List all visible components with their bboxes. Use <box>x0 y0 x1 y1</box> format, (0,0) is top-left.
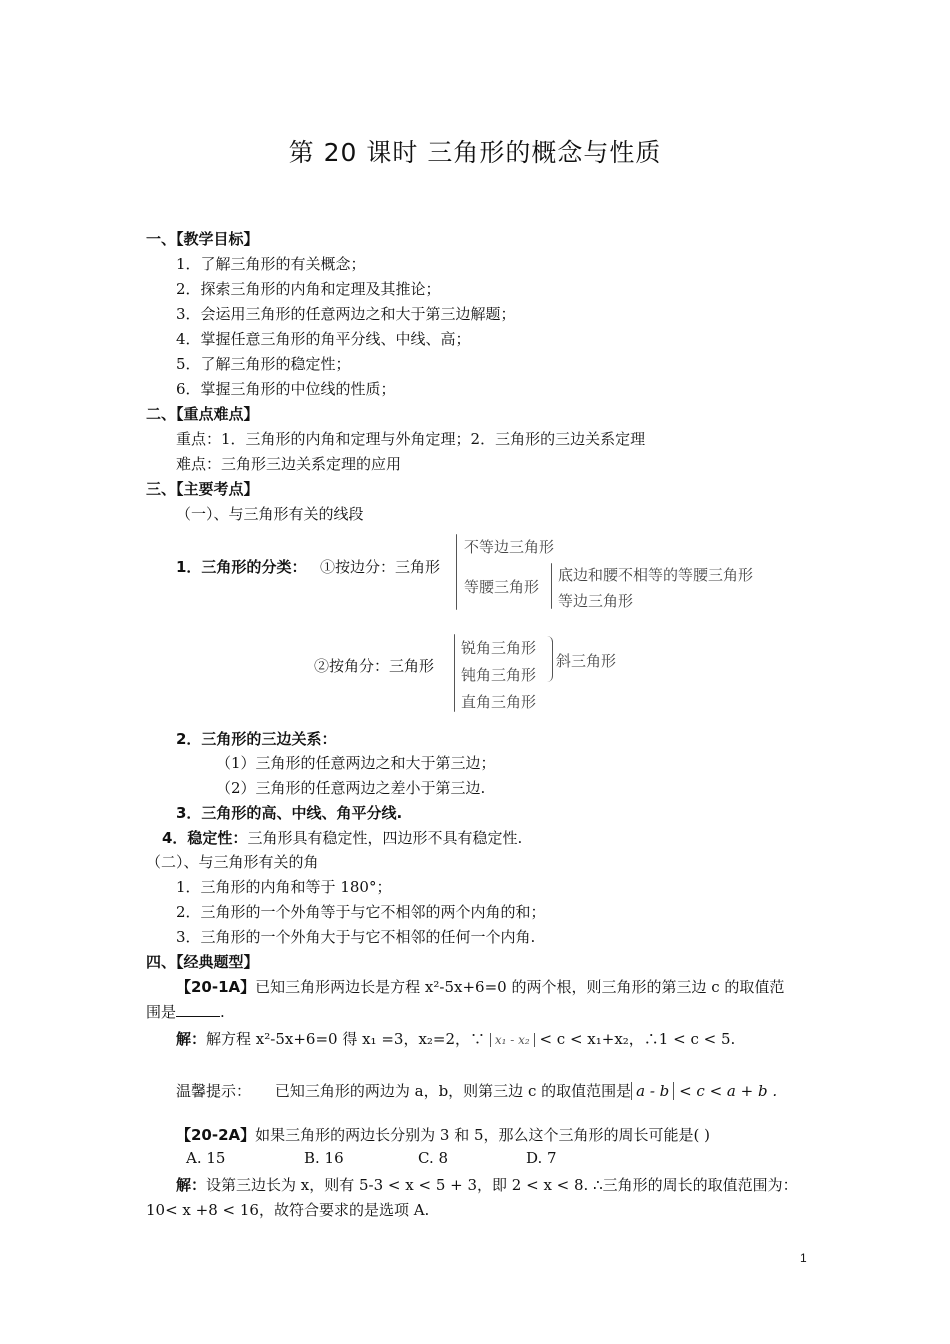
subsection-heading-angles: （二）、与三角形有关的角 <box>146 853 319 871</box>
question-2-text: 如果三角形的两边长分别为 3 和 5，那么这个三角形的周长可能是( ) <box>255 1126 711 1144</box>
section-heading-exam-points: 三、【主要考点】 <box>146 480 259 498</box>
tip-line <box>176 1080 777 1101</box>
right-triangle-text: 直角三角形 <box>461 693 537 711</box>
section-heading-goals: 一、【教学目标】 <box>146 230 259 248</box>
stability-text: 三角形具有稳定性，四边形不具有稳定性. <box>247 829 523 847</box>
question-1-end: . <box>220 1003 225 1021</box>
brace-isosceles <box>551 563 552 609</box>
segments-heading: 3．三角形的高、中线、角平分线. <box>176 804 403 822</box>
abs-expression: x₁ - x₂ <box>490 1033 535 1047</box>
classify-by-angle-label: ②按角分：三角形 <box>314 657 435 675</box>
goal-item: 6．掌握三角形的中位线的性质； <box>176 380 396 398</box>
goal-item: 2．探索三角形的内角和定理及其推论； <box>176 280 441 298</box>
question-1-text-cont: 围是 <box>146 1003 177 1021</box>
question-1-line-2 <box>146 1001 225 1022</box>
question-2-solution <box>176 1174 798 1195</box>
question-2-solution-cont: 10< x +8 < 16，故符合要求的是选项 A. <box>146 1201 430 1219</box>
equilateral-triangle-text: 等边三角形 <box>558 592 634 610</box>
option-d: D. 7 <box>526 1149 557 1167</box>
solution-label: 解： <box>176 1176 207 1194</box>
option-b: B. 16 <box>304 1149 344 1167</box>
answer-blank <box>176 1002 220 1017</box>
classification-label: 1．三角形的分类： <box>176 558 307 576</box>
question-1-solution <box>176 1028 735 1049</box>
obtuse-triangle-text: 钝角三角形 <box>461 666 537 684</box>
solution-tail: < c < x₁+x₂，∴1 < c < 5. <box>539 1030 736 1048</box>
question-1-tag: 【20-1A】 <box>176 978 256 996</box>
goal-item: 5．了解三角形的稳定性； <box>176 355 351 373</box>
question-1-line-1 <box>176 976 784 997</box>
tip-text: 已知三角形的两边为 a，b，则第三边 c 的取值范围是 <box>274 1082 632 1100</box>
three-sides-heading: 2．三角形的三边关系： <box>176 730 337 748</box>
oblique-triangle-text: 斜三角形 <box>556 652 617 670</box>
angle-rule: 1．三角形的内角和等于 180°； <box>176 878 392 896</box>
hard-point-text: 难点：三角形三边关系定理的应用 <box>176 455 402 473</box>
stability-line <box>162 827 522 848</box>
brace-by-side <box>456 534 457 610</box>
question-2-tag: 【20-2A】 <box>176 1126 256 1144</box>
solution-text: 设第三边长为 x，则有 5-3 < x < 5 + 3，即 2 < x < 8. ∴三角形的周长的取值范围为： <box>206 1176 798 1194</box>
isosceles-non-equilateral-text: 底边和腰不相等的等腰三角形 <box>558 566 754 584</box>
scalene-triangle-text: 不等边三角形 <box>464 538 555 556</box>
acute-triangle-text: 锐角三角形 <box>461 639 537 657</box>
goal-item: 4．掌握任意三角形的角平分线、中线、高； <box>176 330 471 348</box>
isosceles-triangle-text: 等腰三角形 <box>464 578 540 596</box>
tip-tail: < c < a + b . <box>679 1082 778 1100</box>
option-c: C. 8 <box>418 1149 449 1167</box>
brace-oblique <box>546 636 553 682</box>
question-1-text: 已知三角形两边长是方程 x²-5x+6=0 的两个根，则三角形的第三边 c 的取值范 <box>255 978 785 996</box>
page-title: 第 20 课时 三角形的概念与性质 <box>288 138 662 167</box>
option-a: A. 15 <box>186 1149 226 1167</box>
three-sides-rule: （1）三角形的任意两边之和大于第三边； <box>216 754 496 772</box>
section-heading-key-points: 二、【重点难点】 <box>146 405 259 423</box>
stability-label: 4．稳定性： <box>162 829 248 847</box>
solution-label: 解： <box>176 1030 207 1048</box>
brace-by-angle <box>454 634 455 712</box>
goal-item: 3．会运用三角形的任意两边之和大于第三边解题； <box>176 305 516 323</box>
goal-item: 1．了解三角形的有关概念； <box>176 255 366 273</box>
question-2-line <box>176 1124 710 1145</box>
page-number: 1 <box>800 1251 807 1265</box>
subsection-heading-segments: （一）、与三角形有关的线段 <box>176 505 364 523</box>
classify-by-side-label: ①按边分：三角形 <box>320 558 441 576</box>
angle-rule: 2．三角形的一个外角等于与它不相邻的两个内角的和； <box>176 903 546 921</box>
section-heading-examples: 四、【经典题型】 <box>146 953 259 971</box>
key-point-text: 重点：1．三角形的内角和定理与外角定理；2．三角形的三边关系定理 <box>176 430 646 448</box>
solution-text: 解方程 x²-5x+6=0 得 x₁ =3，x₂=2，∵ <box>206 1030 486 1048</box>
tip-label: 温馨提示： <box>176 1082 252 1100</box>
tip-abs-expression: a - b <box>631 1082 674 1100</box>
angle-rule: 3．三角形的一个外角大于与它不相邻的任何一个内角. <box>176 928 536 946</box>
three-sides-rule: （2）三角形的任意两边之差小于第三边. <box>216 779 486 797</box>
